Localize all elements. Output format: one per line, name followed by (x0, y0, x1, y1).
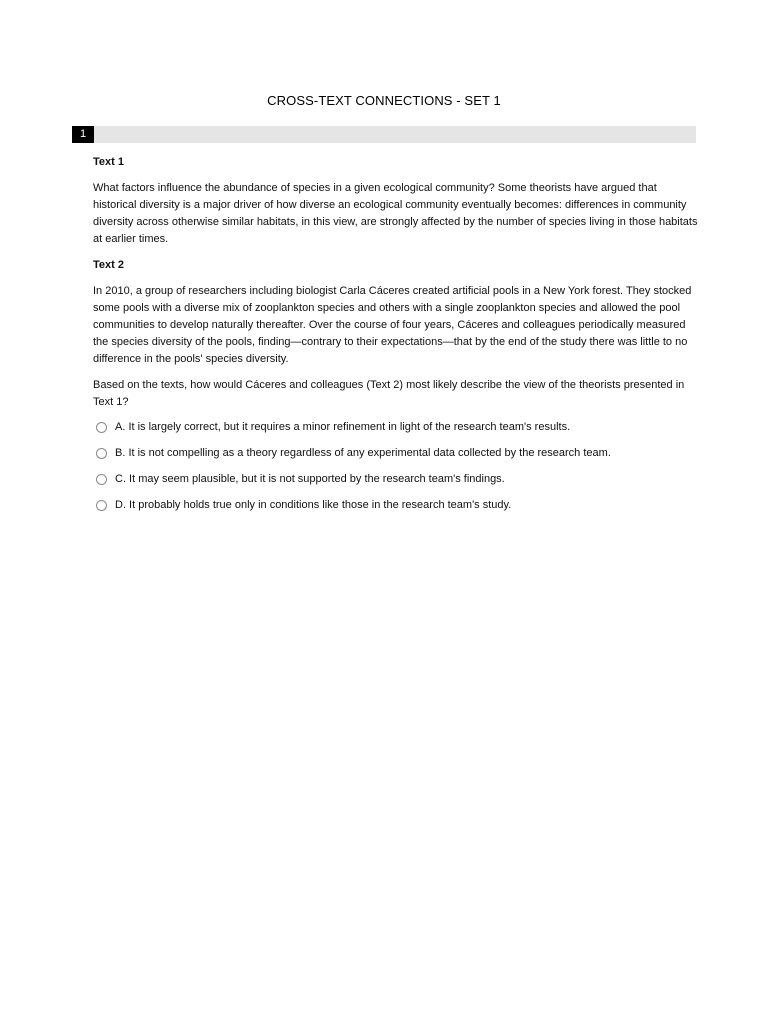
answer-choice-label: D. It probably holds true only in conditions like those in the research team's study. (115, 499, 512, 511)
radio-button-icon[interactable] (96, 500, 107, 511)
question-number-badge: 1 (72, 126, 94, 143)
text2-heading: Text 2 (93, 259, 124, 271)
question-prompt: Based on the texts, how would Cáceres and colleagues (Text 2) most likely describe the view of the theorists presented in Text 1? (93, 379, 685, 408)
radio-button-icon[interactable] (96, 422, 107, 433)
text1-passage: What factors influence the abundance of species in a given ecological community? Some theorists have argued that historical diversity is a major driver of how diverse an ecological community eventually becomes: differences in community diversity across otherwise similar habitats, in this view, are strongly affected by the number of species living in those habitats at earlier times. (93, 182, 698, 245)
page-title: CROSS-TEXT CONNECTIONS - SET 1 (267, 93, 501, 108)
answer-choice-a[interactable] (93, 419, 699, 436)
answer-choice-label: C. It may seem plausible, but it is not supported by the research team's findings. (115, 473, 505, 485)
answer-choice-d[interactable] (93, 497, 699, 514)
text2-passage: In 2010, a group of researchers including biologist Carla Cáceres created artificial pools in a New York forest. They stocked some pools with a diverse mix of zooplankton species and others with a single zooplankton species and allowed the pool communities to develop naturally thereafter. Over the course of four years, Cáceres and colleagues periodically measured the species diversity of the pools, finding—contrary to their expectations—that by the end of the study there was little to no difference in the pools' species diversity. (93, 285, 692, 365)
radio-button-icon[interactable] (96, 448, 107, 459)
answer-choice-b[interactable] (93, 445, 699, 462)
question-content (93, 154, 699, 523)
answer-choices (93, 419, 699, 514)
radio-button-icon[interactable] (96, 474, 107, 485)
answer-choice-c[interactable] (93, 471, 699, 488)
question-header-bar (72, 126, 696, 143)
text1-heading: Text 1 (93, 156, 124, 168)
answer-choice-label: B. It is not compelling as a theory regardless of any experimental data collected by the research team. (115, 447, 611, 459)
answer-choice-label: A. It is largely correct, but it requires a minor refinement in light of the research team's results. (115, 421, 571, 433)
